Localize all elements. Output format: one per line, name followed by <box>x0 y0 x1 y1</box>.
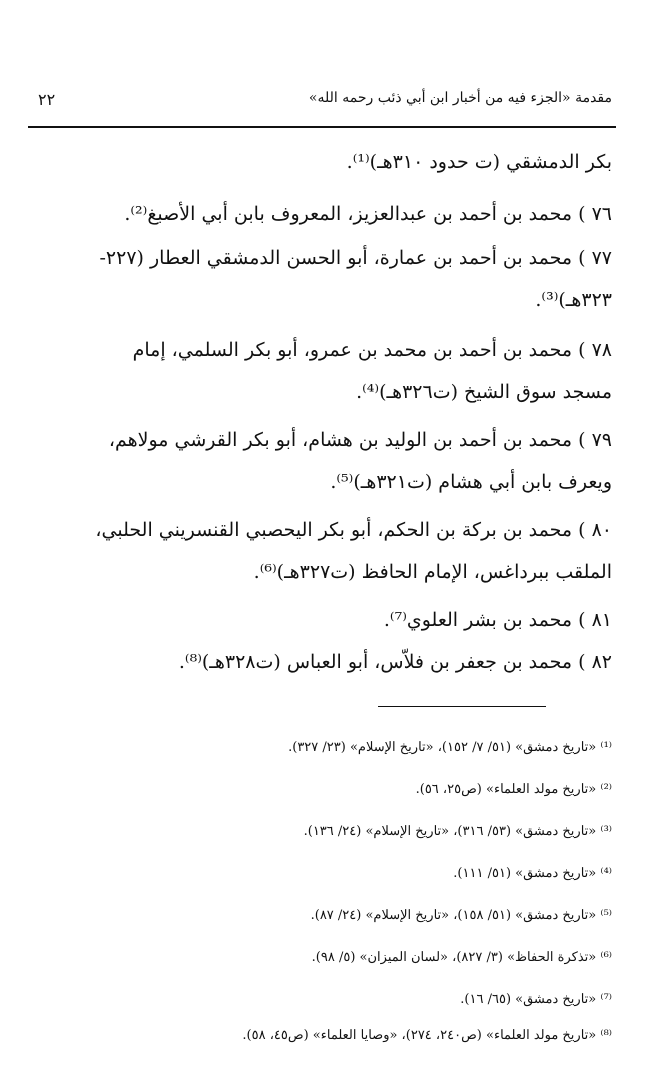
entry-line: ٧٧ ) محمد بن أحمد بن عمارة، أبو الحسن الدمشقي العطار (٢٢٧- <box>99 247 612 269</box>
footnote: ⁽¹⁾ «تاريخ دمشق» (٥١/ ٧/ ١٥٢)، «تاريخ الإسلام» (٢٣/ ٣٢٧). <box>288 740 612 755</box>
footnote-divider <box>378 706 546 707</box>
footnote: ⁽²⁾ «تاريخ مولد العلماء» (ص٢٥، ٥٦). <box>415 782 612 797</box>
page-number: ٢٢ <box>38 90 56 109</box>
entry-line: ٨١ ) محمد بن بشر العلوي⁽⁷⁾. <box>383 609 612 631</box>
header-divider <box>28 126 616 128</box>
footnote: ⁽⁸⁾ «تاريخ مولد العلماء» (ص٢٤٠، ٢٧٤)، «وصايا العلماء» (ص٤٥، ٥٨). <box>242 1028 612 1043</box>
entry-line: ويعرف بابن أبي هشام (ت٣٢١هـ)⁽⁵⁾. <box>330 471 612 493</box>
entry-line: ٨٠ ) محمد بن بركة بن الحكم، أبو بكر اليحصبي القنسريني الحلبي، <box>95 519 612 541</box>
entry-line: ٧٦ ) محمد بن أحمد بن عبدالعزيز، المعروف بابن أبي الأصبغ⁽²⁾. <box>124 203 612 225</box>
entry-line: ٨٢ ) محمد بن جعفر بن فلاّس، أبو العباس (ت٣٢٨هـ)⁽⁸⁾. <box>178 651 612 673</box>
entry-line: مسجد سوق الشيخ (ت٣٢٦هـ)⁽⁴⁾. <box>356 381 612 403</box>
entry-line: ٧٩ ) محمد بن أحمد بن الوليد بن هشام، أبو بكر القرشي مولاهم، <box>108 429 612 451</box>
footnote: ⁽⁷⁾ «تاريخ دمشق» (٦٥/ ١٦). <box>460 992 612 1007</box>
page-header <box>32 90 612 114</box>
footnote: ⁽³⁾ «تاريخ دمشق» (٥٣/ ٣١٦)، «تاريخ الإسلام» (٢٤/ ١٣٦). <box>303 824 612 839</box>
entry-line: ٧٨ ) محمد بن أحمد بن محمد بن عمرو، أبو بكر السلمي، إمام <box>132 339 612 361</box>
entry-line: ٣٢٣هـ)⁽³⁾. <box>535 289 612 311</box>
entry-line: الملقب ببرداغس، الإمام الحافظ (ت٣٢٧هـ)⁽⁶⁾. <box>253 561 612 583</box>
running-title: مقدمة «الجزء فيه من أخبار ابن أبي ذئب رحمه الله» <box>308 90 612 106</box>
entry-line: بكر الدمشقي (ت حدود ٣١٠هـ)⁽¹⁾. <box>346 151 612 173</box>
footnote: ⁽⁵⁾ «تاريخ دمشق» (٥١/ ١٥٨)، «تاريخ الإسلام» (٢٤/ ٨٧). <box>310 908 612 923</box>
footnote: ⁽⁴⁾ «تاريخ دمشق» (٥١/ ١١١). <box>453 866 612 881</box>
footnote: ⁽⁶⁾ «تذكرة الحفاظ» (٣/ ٨٢٧)، «لسان الميزان» (٥/ ٩٨). <box>311 950 612 965</box>
